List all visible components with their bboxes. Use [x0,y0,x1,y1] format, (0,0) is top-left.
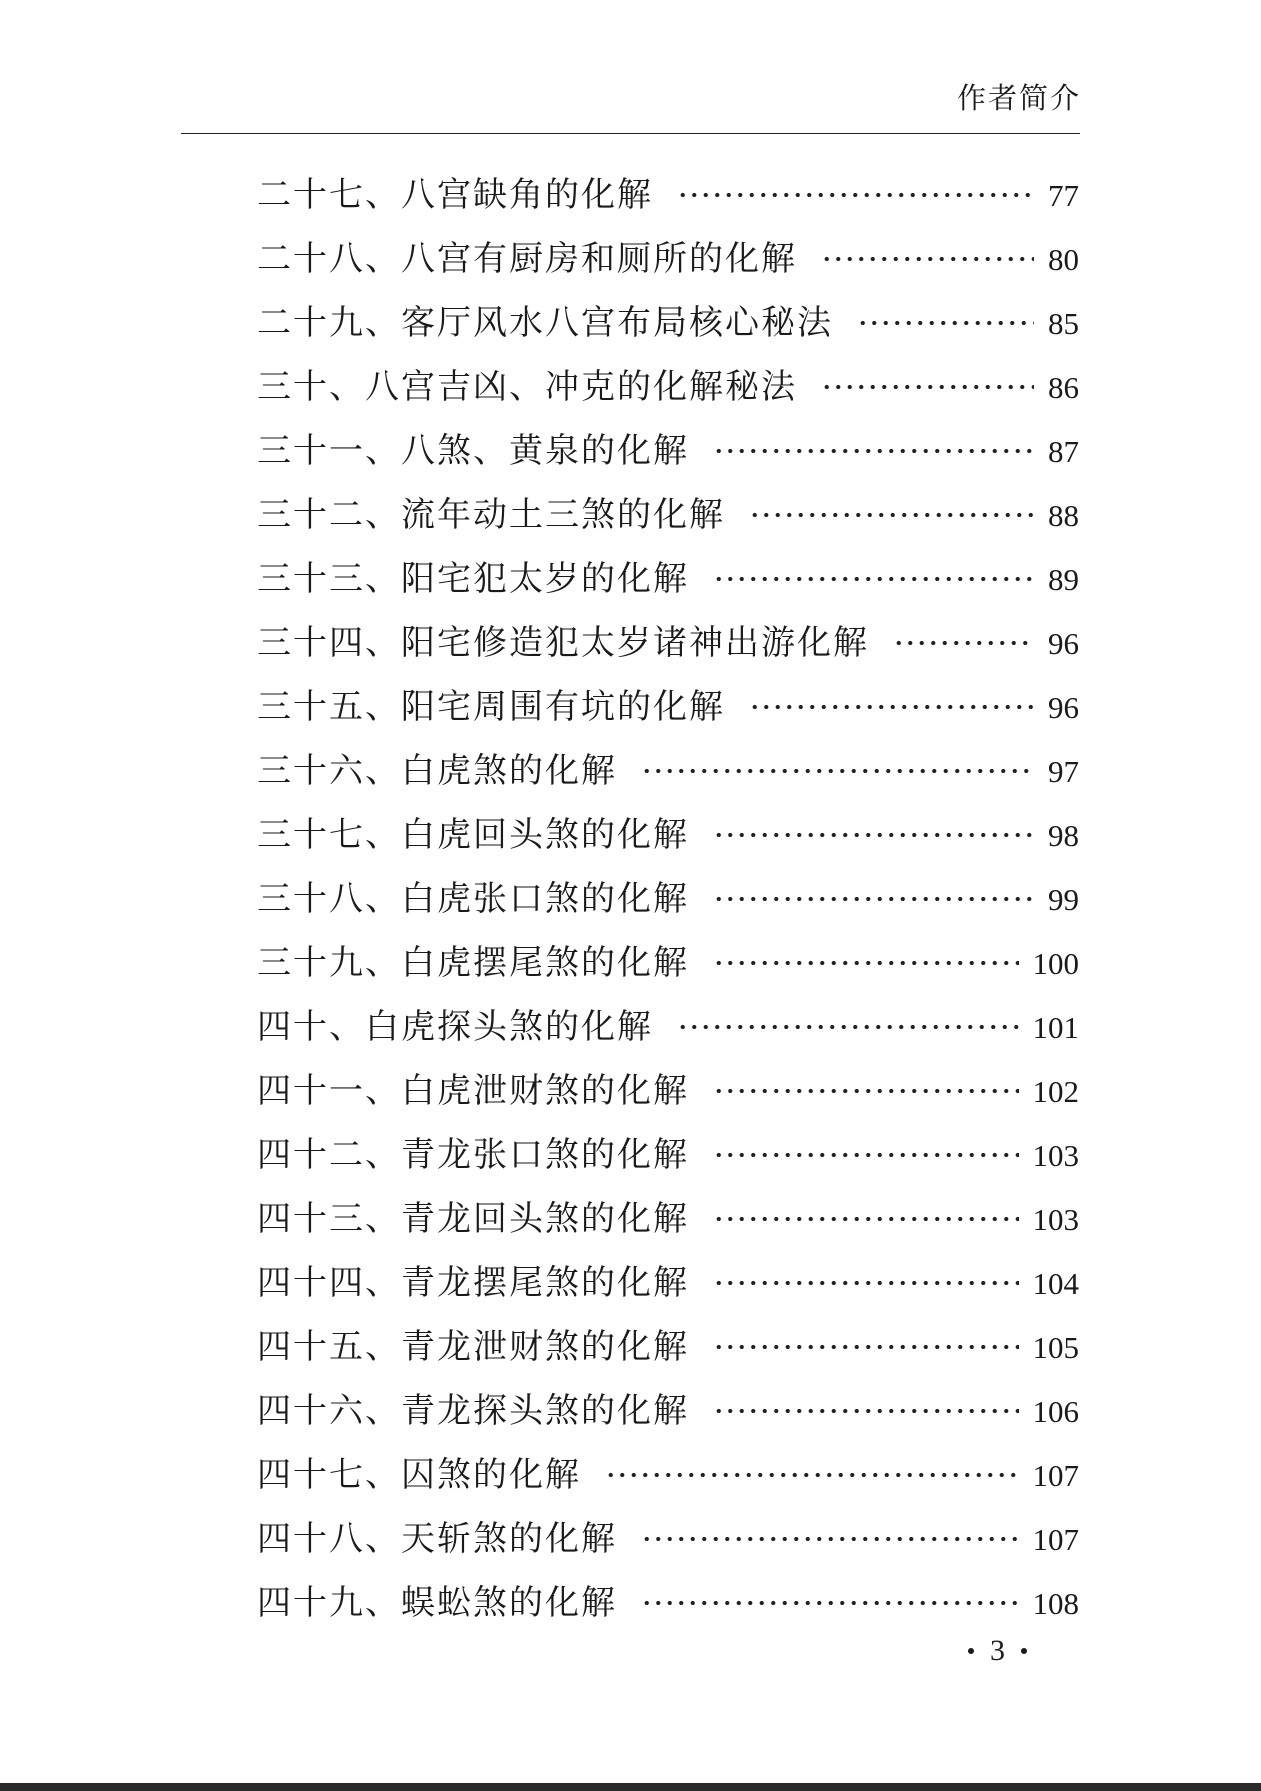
dot-leader [641,1522,1019,1556]
toc-entry-page: 87 [1048,433,1079,469]
toc-entry-title: 四十八、天斩煞的化解 [257,1519,617,1559]
toc-entry-title: 三十九、白虎摆尾煞的化解 [257,943,689,983]
toc-entry[interactable] [257,867,1079,931]
toc-entry[interactable] [257,163,1079,227]
toc-entry[interactable] [257,291,1079,355]
toc-entry-page: 99 [1048,881,1079,917]
toc-entry-title: 三十、八宫吉凶、冲克的化解秘法 [257,367,797,407]
toc-entry[interactable] [257,995,1079,1059]
dot-leader [713,1330,1019,1364]
toc-entry-page: 88 [1048,497,1079,533]
dot-leader [713,1266,1019,1300]
dot-leader [713,946,1019,980]
toc-entry[interactable] [257,483,1079,547]
toc-entry-page: 103 [1032,1201,1079,1237]
toc-entry[interactable] [257,1443,1079,1507]
toc-entry-title: 三十六、白虎煞的化解 [257,751,617,791]
toc-entry[interactable] [257,1507,1079,1571]
toc-entry-page: 96 [1048,625,1079,661]
dot-leader [641,1586,1019,1620]
toc-entry-page: 86 [1048,369,1079,405]
toc-entry-title: 三十一、八煞、黄泉的化解 [257,431,689,471]
dot-leader [605,1458,1019,1492]
dot-leader [713,1202,1019,1236]
toc-entry[interactable] [257,611,1079,675]
dot-leader [713,882,1034,916]
toc-entry-page: 107 [1032,1457,1079,1493]
toc-entry-title: 四十九、蜈蚣煞的化解 [257,1583,617,1623]
page-number-value: 3 [990,1634,1005,1667]
page-number [968,1634,1027,1668]
dot-leader [821,242,1034,276]
toc-entry-title: 三十七、白虎回头煞的化解 [257,815,689,855]
toc-entry-title: 四十七、囚煞的化解 [257,1455,581,1495]
toc-entry[interactable] [257,1315,1079,1379]
dot-leader [713,562,1034,596]
toc-entry-page: 96 [1048,689,1079,725]
toc-entry-page: 97 [1048,753,1079,789]
toc-entry[interactable] [257,1123,1079,1187]
toc-entry[interactable] [257,739,1079,803]
toc-entry[interactable] [257,355,1079,419]
bullet-icon [1021,1648,1027,1654]
toc-entry-title: 三十二、流年动土三煞的化解 [257,495,725,535]
dot-leader [821,370,1034,404]
toc-entry-title: 三十八、白虎张口煞的化解 [257,879,689,919]
toc-entry-title: 四十、白虎探头煞的化解 [257,1007,653,1047]
table-of-contents [257,163,1079,1635]
toc-entry[interactable] [257,547,1079,611]
dot-leader [713,434,1034,468]
running-header-title: 作者简介 [956,81,1081,115]
dot-leader [713,818,1034,852]
toc-entry-title: 四十四、青龙摆尾煞的化解 [257,1263,689,1303]
toc-entry-page: 105 [1032,1329,1079,1365]
dot-leader [857,306,1034,340]
header-divider [181,133,1080,134]
dot-leader [713,1074,1019,1108]
dot-leader [749,498,1034,532]
toc-entry[interactable] [257,1059,1079,1123]
toc-entry-page: 103 [1032,1137,1079,1173]
toc-entry-page: 108 [1032,1585,1079,1621]
toc-entry-title: 三十三、阳宅犯太岁的化解 [257,559,689,599]
toc-entry[interactable] [257,803,1079,867]
toc-entry-title: 三十四、阳宅修造犯太岁诸神出游化解 [257,623,869,663]
bullet-icon [968,1648,974,1654]
toc-entry-page: 101 [1032,1009,1079,1045]
toc-entry-page: 106 [1032,1393,1079,1429]
toc-entry-page: 77 [1048,177,1079,213]
toc-entry-page: 100 [1032,945,1079,981]
toc-entry-page: 104 [1032,1265,1079,1301]
dot-leader [713,1394,1019,1428]
dot-leader [677,1010,1019,1044]
toc-entry-title: 四十一、白虎泄财煞的化解 [257,1071,689,1111]
toc-entry-page: 85 [1048,305,1079,341]
toc-entry-page: 102 [1032,1073,1079,1109]
toc-entry[interactable] [257,1251,1079,1315]
toc-entry-title: 三十五、阳宅周围有坑的化解 [257,687,725,727]
toc-entry[interactable] [257,419,1079,483]
toc-entry-title: 四十三、青龙回头煞的化解 [257,1199,689,1239]
toc-entry-page: 80 [1048,241,1079,277]
toc-entry[interactable] [257,1379,1079,1443]
toc-entry-title: 二十八、八宫有厨房和厕所的化解 [257,239,797,279]
dot-leader [749,690,1034,724]
toc-entry-page: 98 [1048,817,1079,853]
toc-entry[interactable] [257,227,1079,291]
toc-entry-title: 四十二、青龙张口煞的化解 [257,1135,689,1175]
toc-entry[interactable] [257,931,1079,995]
toc-entry-title: 四十六、青龙探头煞的化解 [257,1391,689,1431]
toc-entry[interactable] [257,1187,1079,1251]
dot-leader [713,1138,1019,1172]
toc-entry-page: 107 [1032,1521,1079,1557]
dot-leader [641,754,1034,788]
toc-entry-page: 89 [1048,561,1079,597]
toc-entry[interactable] [257,675,1079,739]
toc-entry-title: 二十七、八宫缺角的化解 [257,175,653,215]
scan-edge-bar [0,1783,1261,1791]
toc-entry-title: 四十五、青龙泄财煞的化解 [257,1327,689,1367]
toc-entry-title: 二十九、客厅风水八宫布局核心秘法 [257,303,833,343]
toc-entry[interactable] [257,1571,1079,1635]
dot-leader [893,626,1034,660]
dot-leader [677,178,1034,212]
